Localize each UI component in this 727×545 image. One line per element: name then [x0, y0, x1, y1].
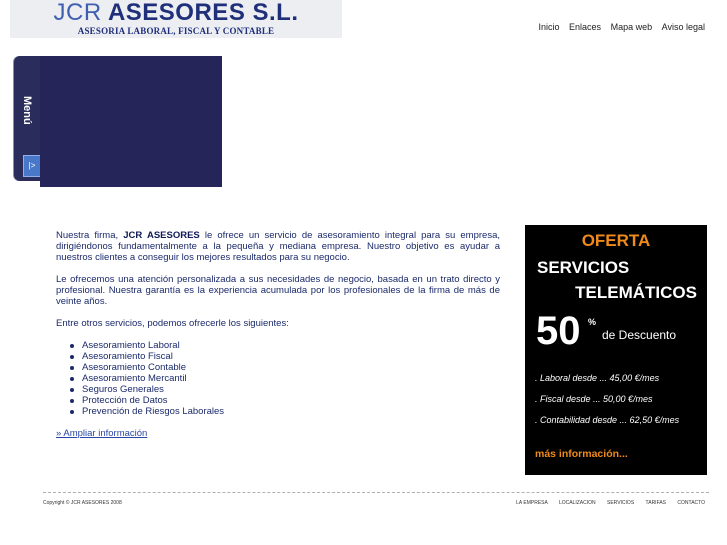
footer-nav-tarifas[interactable]: TARIFAS	[645, 500, 667, 506]
service-item: Asesoramiento Contable	[82, 362, 500, 373]
menu-toggle-button[interactable]	[23, 155, 41, 177]
intro-company-name: JCR ASESORES	[123, 230, 200, 241]
promo-banner[interactable]	[525, 225, 707, 475]
promo-price-item: . Laboral desde ... 45,00 €/mes	[535, 373, 660, 383]
more-info-link[interactable]: » Ampliar información	[56, 428, 148, 439]
intro-suffix: le ofrece un servicio de asesoramiento integral para su empresa, dirigiéndonos fundamentalmente a la pequeña y mediana empresa. Nuestro objetivo es ayudar a nuestros clientes a conseguir los mejores resultados para su negocio.	[56, 230, 500, 263]
footer-nav-localizacion[interactable]: LOCALIZACION	[558, 500, 596, 506]
arrow-icon: |>	[28, 161, 36, 170]
top-nav-aviso-legal[interactable]: Aviso legal	[661, 22, 705, 32]
intro-prefix: Nuestra firma,	[56, 230, 124, 241]
promo-line-1: SERVICIOS	[537, 258, 630, 277]
top-nav	[532, 22, 706, 32]
footer-divider	[43, 492, 709, 493]
promo-title: OFERTA	[581, 231, 651, 250]
promo-percent-sign: %	[588, 317, 597, 327]
footer-nav	[506, 500, 705, 506]
service-item: Seguros Generales	[82, 384, 500, 395]
service-item: Asesoramiento Mercantil	[82, 373, 500, 384]
logo-brand	[10, 0, 342, 25]
promo-line-2: TELEMÁTICOS	[575, 283, 697, 302]
service-item: Asesoramiento Fiscal	[82, 351, 500, 362]
intro-paragraph	[56, 230, 500, 263]
promo-discount-value: 50	[536, 309, 581, 353]
top-nav-mapa-web[interactable]: Mapa web	[610, 22, 653, 32]
services-intro: Entre otros servicios, podemos ofrecerle los siguientes:	[56, 318, 289, 329]
logo-brand-jcr: JCR	[53, 0, 102, 26]
promo-more-info-link[interactable]: más información...	[535, 448, 628, 460]
copyright-text: Copyright © JCR ASESORES 2008	[43, 500, 122, 506]
main-content	[56, 230, 500, 439]
footer-nav-empresa[interactable]: LA EMPRESA	[516, 500, 548, 506]
logo-tagline: ASESORIA LABORAL, FISCAL Y CONTABLE	[77, 26, 275, 36]
promo-discount-label: de Descuento	[602, 328, 677, 342]
services-list	[56, 340, 500, 417]
footer-nav-contacto[interactable]: CONTACTO	[677, 500, 705, 506]
service-paragraph: Le ofrecemos una atención personalizada a sus necesidades de negocio, basada en un trato directo y profesional. Nuestra garantía es la experiencia acumulada por los profesionales de la firma de más de veinte años.	[56, 274, 500, 307]
footer-nav-servicios[interactable]: SERVICIOS	[607, 500, 635, 506]
service-item: Prevención de Riesgos Laborales	[82, 406, 500, 417]
promo-price-item: . Contabilidad desde ... 62,50 €/mes	[535, 415, 680, 425]
promo-price-item: . Fiscal desde ... 50,00 €/mes	[535, 394, 653, 404]
menu-tab-label: Menú	[21, 96, 33, 125]
logo-brand-rest: ASESORES S.L.	[101, 0, 299, 26]
menu-panel	[40, 56, 222, 187]
site-logo[interactable]	[10, 0, 342, 38]
service-item: Protección de Datos	[82, 395, 500, 406]
top-nav-inicio[interactable]: Inicio	[538, 22, 560, 32]
service-item: Asesoramiento Laboral	[82, 340, 500, 351]
top-nav-enlaces[interactable]: Enlaces	[569, 22, 602, 32]
